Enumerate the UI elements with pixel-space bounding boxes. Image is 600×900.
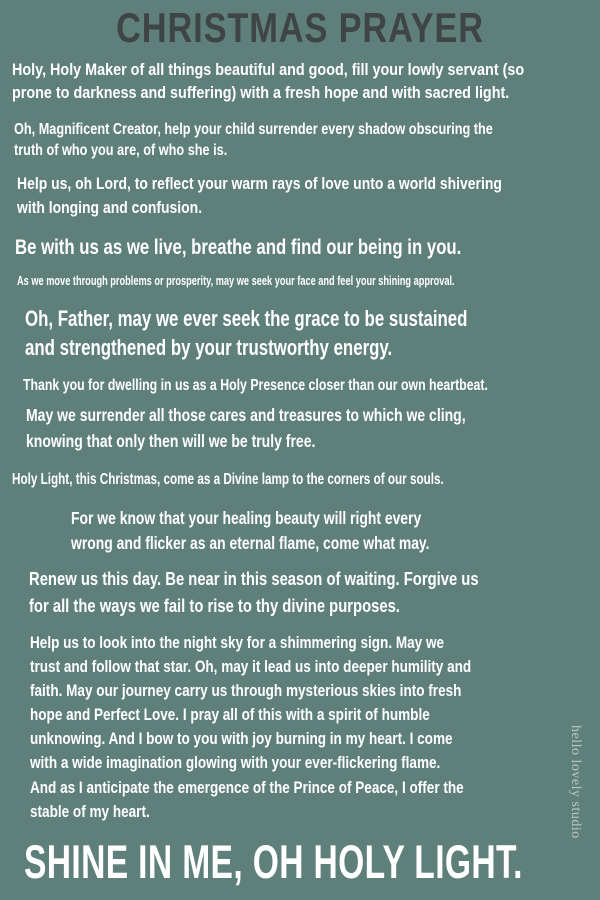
prayer-paragraph-5: As we move through problems or prosperity, may we seek your face and feel your shining approval. [17, 274, 455, 288]
prayer-paragraph-1: Holy, Holy Maker of all things beautiful and good, fill your lowly servant (so prone to darkness and suffering) with a fresh hope and with sacred light. [12, 60, 525, 102]
prayer-paragraph-3: Help us, oh Lord, to reflect your warm rays of love unto a world shivering with longing and confusion. [17, 174, 502, 217]
prayer-paragraph-8: May we surrender all those cares and treasures to which we cling, knowing that only then will we be truly free. [26, 405, 466, 451]
prayer-paragraph-6: Oh, Father, may we ever seek the grace to be sustained and strengthened by your trustworthy energy. [25, 306, 468, 360]
page-title: CHRISTMAS PRAYER [116, 4, 484, 51]
watermark: hello lovely studio [568, 725, 583, 839]
prayer-paragraph-2: Oh, Magnificent Creator, help your child surrender every shadow obscuring the truth of who you are, of who she is. [14, 121, 493, 159]
closing-line: SHINE IN ME, OH HOLY LIGHT. [24, 835, 523, 888]
prayer-paragraph-12: Help us to look into the night sky for a shimmering sign. May we trust and follow that star. Oh, may it lead us into deeper humility and faith. May our journey carry us through mysterious skies into fresh hope and Perfect Love. I pray all of this with a spirit of humble unknowing. And I bow to you with joy burning in my heart. I come with a wide imagination glowing with your ever-flickering flame. And as I anticipate the emergence of the Prince of Peace, I offer the stable of my heart. [30, 633, 472, 821]
prayer-paragraph-7: Thank you for dwelling in us as a Holy Presence closer than our own heartbeat. [23, 377, 488, 394]
prayer-paragraph-4: Be with us as we live, breathe and find our being in you. [15, 235, 462, 259]
prayer-paragraph-10: For we know that your healing beauty will right every wrong and flicker as an eternal flame, come what may. [71, 508, 430, 553]
prayer-paragraph-11: Renew us this day. Be near in this season of waiting. Forgive us for all the ways we fail to rise to thy divine purposes. [29, 568, 479, 616]
prayer-paragraph-9: Holy Light, this Christmas, come as a Divine lamp to the corners of our souls. [12, 471, 444, 488]
